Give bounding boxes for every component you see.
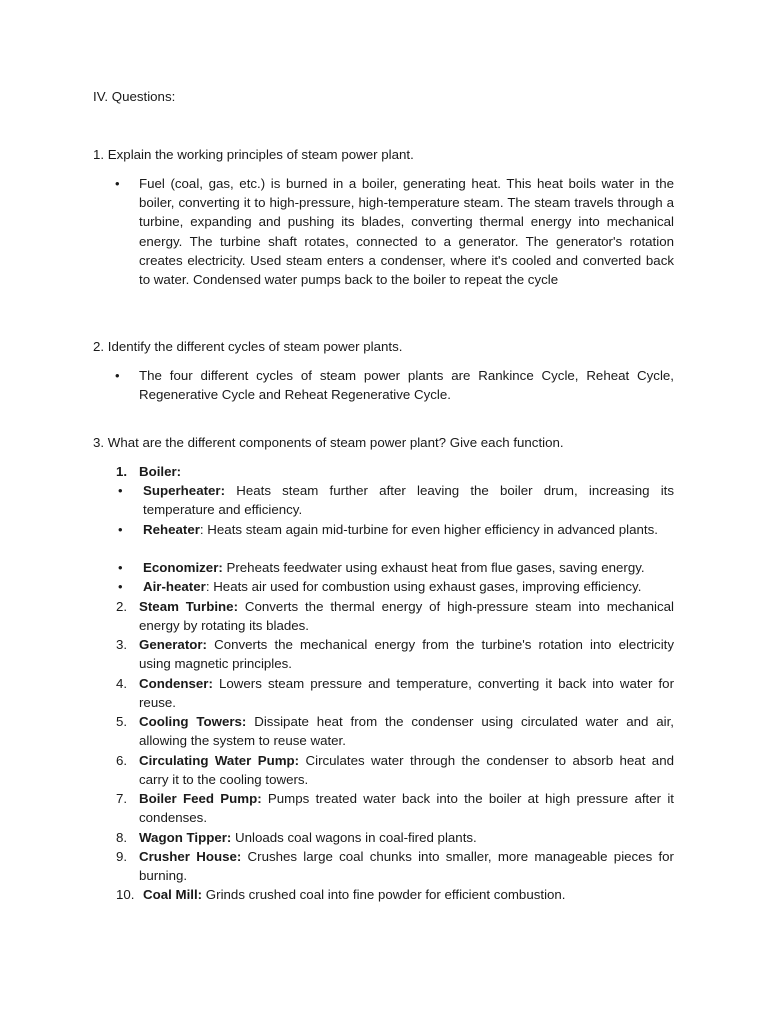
component-desc: Pumps treated water back into the boiler at high pressure after it condenses. (139, 791, 674, 826)
component-desc: Preheats feedwater using exhaust heat from flue gases, saving energy. (222, 560, 645, 575)
list-marker: 5. (116, 714, 128, 729)
component-desc: Unloads coal wagons in coal-fired plants. (231, 830, 477, 845)
question-3: 3. What are the different components of steam power plant? Give each function. (93, 435, 564, 450)
list-item (143, 558, 674, 577)
list-item (143, 885, 674, 904)
component-term: Superheater: (143, 483, 226, 498)
list-item (139, 828, 674, 847)
list-item (139, 597, 674, 635)
component-desc: Lowers steam pressure and temperature, converting it back into water for reuse. (139, 676, 674, 711)
bullet-icon: • (118, 560, 123, 575)
component-desc: Converts the thermal energy of high-pressure steam into mechanical energy by rotating its blades. (139, 599, 674, 634)
component-term: Wagon Tipper: (139, 830, 232, 845)
section-heading: IV. Questions: (93, 89, 176, 104)
list-marker: 4. (116, 676, 128, 691)
list-item (139, 635, 674, 673)
component-term: Circulating Water Pump: (139, 753, 300, 768)
component-desc: Dissipate heat from the condenser using circulated water and air, allowing the system to reuse water. (139, 714, 674, 749)
list-marker: 10. (116, 887, 135, 902)
bullet-icon: • (118, 579, 123, 594)
component-term: Coal Mill: (143, 887, 203, 902)
list-marker: 3. (116, 637, 128, 652)
component-desc: Crushes large coal chunks into smaller, more manageable pieces for burning. (139, 849, 674, 884)
component-desc: : Heats air used for combustion using exhaust gases, improving efficiency. (205, 579, 642, 594)
question-2: 2. Identify the different cycles of steam power plants. (93, 339, 403, 354)
list-item (139, 847, 674, 885)
list-item (143, 577, 674, 596)
list-marker: 7. (116, 791, 128, 806)
list-item (143, 520, 674, 539)
bullet-icon: • (115, 176, 120, 191)
component-term: Cooling Towers: (139, 714, 247, 729)
component-term: Steam Turbine: (139, 599, 238, 614)
list-marker: 8. (116, 830, 128, 845)
component-desc: : Heats steam again mid-turbine for even higher efficiency in advanced plants. (199, 522, 658, 537)
component-desc: Converts the mechanical energy from the turbine's rotation into electricity using magnetic principles. (139, 637, 674, 672)
component-term: Generator: (139, 637, 207, 652)
component-desc: Circulates water through the condenser to absorb heat and carry it to the cooling towers. (139, 753, 674, 788)
component-desc: Heats steam further after leaving the boiler drum, increasing its temperature and efficiency. (143, 483, 674, 518)
list-marker: 9. (116, 849, 128, 864)
component-desc: Grinds crushed coal into fine powder for efficient combustion. (202, 887, 566, 902)
list-item (143, 481, 674, 519)
component-term: Economizer: (143, 560, 223, 575)
answer-2: The four different cycles of steam power plants are Rankince Cycle, Reheat Cycle, Regenerative Cycle and Reheat Regenerative Cycle. (139, 368, 674, 403)
bullet-icon: • (118, 522, 123, 537)
component-boiler: Boiler: (139, 464, 182, 479)
list-item (139, 751, 674, 789)
component-term: Air-heater (143, 579, 206, 594)
question-1: 1. Explain the working principles of steam power plant. (93, 147, 414, 162)
list-item (139, 789, 674, 827)
list-marker: 1. (116, 464, 128, 479)
component-term: Condenser: (139, 676, 213, 691)
bullet-icon: • (115, 368, 120, 383)
bullet-icon: • (118, 483, 123, 498)
answer-1: Fuel (coal, gas, etc.) is burned in a boiler, generating heat. This heat boils water in the boiler, converting it to high-pressure, high-temperature steam. The steam travels through a turbine, expanding and pushing its blades, converting thermal energy into mechanical energy. The turbine shaft rotates, connected to a generator. The generator's rotation creates electricity. Used steam enters a condenser, where it's cooled and converted back to water. Condensed water pumps back to the boiler to repeat the cycle (139, 176, 674, 288)
list-marker: 2. (116, 599, 128, 614)
list-marker: 6. (116, 753, 128, 768)
component-term: Crusher House: (139, 849, 242, 864)
component-term: Reheater (143, 522, 200, 537)
list-item (139, 712, 674, 750)
list-item (139, 674, 674, 712)
component-term: Boiler Feed Pump: (139, 791, 262, 806)
